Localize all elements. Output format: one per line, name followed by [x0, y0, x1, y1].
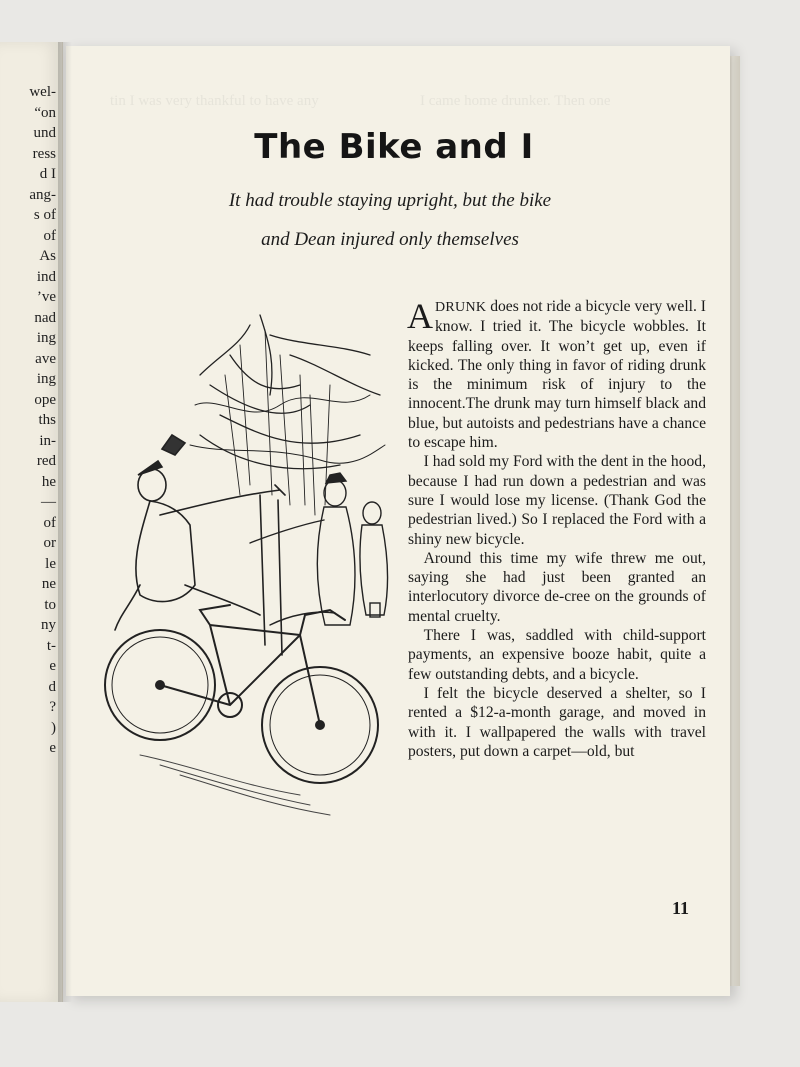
facing-page-fragment: he	[41, 473, 56, 490]
page-number: 11	[672, 898, 690, 918]
paragraph-1-text: does not ride a bicycle very well. I know. I tried it. The bicycle wobbles. It keeps falling over. It won’t get up, even if kicked. The only thing in favor of riding drunk is the minimum risk of injury to the innocent.The drunk may turn himself black and blue, but autoists and pedestrians have a chance to escape him.	[408, 298, 706, 452]
bystander-figures	[250, 473, 388, 625]
facing-page-fragment: ave	[35, 350, 56, 367]
paragraph-5: I felt the bicycle deserved a shelter, so I rented a $12-a-month garage, and moved in with it. I wallpapered the walls with travel posters, put down a carpet—old, but	[408, 684, 706, 760]
facing-page-fragment: red	[36, 453, 56, 469]
article-deck-line-1: It had trouble staying upright, but the bike	[228, 190, 552, 211]
facing-page-fragment: ne	[41, 576, 56, 592]
facing-page-left	[0, 42, 63, 1002]
facing-page-fragment: to	[44, 596, 56, 613]
article-body	[408, 297, 706, 761]
facing-page-fragment: or	[43, 535, 56, 551]
bicycle-illustration	[100, 285, 400, 825]
facing-page-fragment: ?	[49, 699, 56, 715]
facing-page-fragment: ang-	[29, 186, 56, 203]
facing-page-fragment: ress	[32, 145, 56, 162]
paragraph-4: There I was, saddled with child-support payments, an expensive booze habit, quite a few outstanding debts, and a bicycle.	[408, 627, 706, 683]
facing-page-fragment: t-	[46, 637, 56, 654]
lead-smallcaps: DRUNK	[435, 300, 487, 315]
facing-page-fragment: e	[49, 740, 56, 756]
facing-page-fragment: ny	[41, 617, 56, 633]
page-gutter	[58, 42, 72, 1002]
facing-page-fragment: “on	[34, 104, 56, 121]
rider-figure	[115, 435, 285, 630]
facing-page-fragment: ope	[34, 391, 56, 408]
facing-page-fragment: und	[33, 125, 56, 141]
show-through-text: tin I was very thankful to have any	[110, 93, 319, 109]
article-deck-line-2: and Dean injured only themselves	[261, 229, 519, 250]
facing-page-fragment: As	[39, 248, 56, 264]
paragraph-1	[408, 297, 706, 452]
paragraph-2: I had sold my Ford with the dent in the hood, because I had run down a pedestrian and was sure I would lose my license. (Thank God the pedestrian lived.) So I replaced the Ford with a shiny new bicycle.	[408, 453, 706, 548]
facing-page-fragment: —	[41, 494, 56, 510]
facing-page-fragment: ind	[36, 268, 56, 285]
show-through-text-2: I came home drunker. Then one	[420, 93, 611, 109]
facing-page-fragment: le	[45, 555, 56, 572]
facing-page-fragment: ing	[36, 330, 56, 346]
article-title: The Bike and I	[254, 127, 534, 167]
paragraph-3: Around this time my wife threw me out, saying she had just been granted an interlocutory divorce de-cree on the grounds of mental cruelty.	[408, 549, 706, 625]
facing-page-fragment: ’ve	[36, 289, 56, 305]
facing-page-fragment: in-	[39, 432, 56, 449]
facing-page-fragment: wel-	[29, 84, 56, 100]
drop-cap: A	[407, 296, 433, 336]
facing-page-fragment: s of	[33, 207, 56, 223]
facing-page-fragment: )	[51, 719, 56, 736]
ground-shading	[140, 755, 330, 815]
facing-page-fragment: of	[43, 514, 56, 531]
facing-page-fragment: nad	[34, 309, 56, 326]
facing-page-fragment: ing	[36, 371, 56, 387]
tree-sketch	[190, 315, 385, 655]
facing-page-fragment: ths	[38, 412, 56, 428]
facing-page-fragment: e	[49, 658, 56, 674]
facing-page-fragment: of	[43, 227, 56, 244]
facing-page-fragment: d	[48, 678, 56, 695]
facing-page-fragment: d I	[39, 166, 56, 182]
